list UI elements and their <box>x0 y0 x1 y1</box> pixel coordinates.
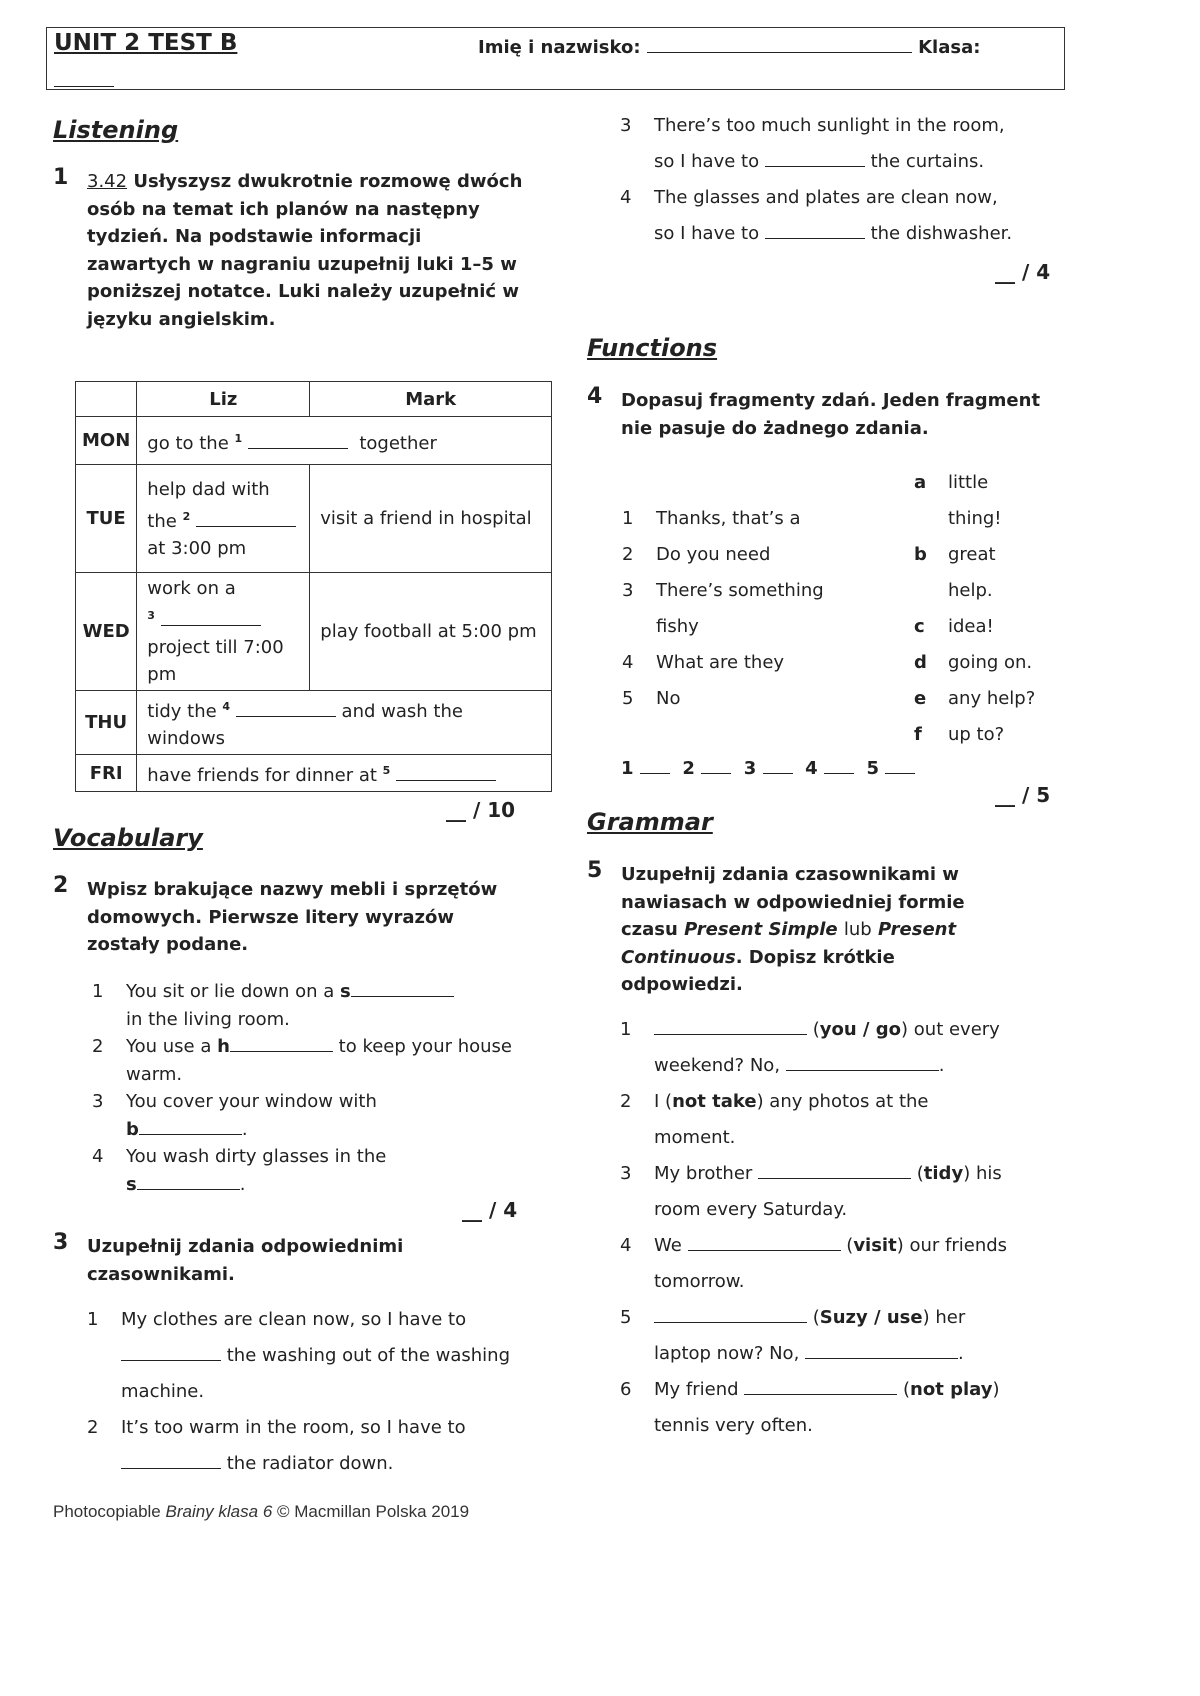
track-number: 3.42 <box>87 171 128 192</box>
gap-5[interactable] <box>396 764 496 781</box>
list-item: 3 You cover your window with b . <box>92 1091 377 1140</box>
q3-list-left <box>87 1302 527 1482</box>
score-q3: __ / 4 <box>995 260 1051 284</box>
answer-gap[interactable] <box>121 1344 221 1361</box>
list-item: 2 I (not take) any photos at the moment. <box>620 1091 929 1148</box>
section-vocabulary: Vocabulary <box>53 824 203 852</box>
q3-list-right <box>620 108 1070 252</box>
gap-2[interactable] <box>196 510 296 527</box>
answer-gap[interactable] <box>137 1173 240 1190</box>
question-number: 4 <box>587 384 603 409</box>
q2-list <box>92 978 512 1198</box>
class-field[interactable] <box>54 70 114 87</box>
q4-right: a little thing! b great help. c idea! d going on. e any help? f up to? <box>914 472 1036 745</box>
gap-4[interactable] <box>236 700 336 717</box>
answer-gap[interactable] <box>688 1234 841 1251</box>
answer-gap[interactable] <box>765 150 865 167</box>
list-item: 2 You use a h to keep your house warm. <box>92 1036 513 1085</box>
q4-instruction: Dopasuj fragmenty zdań. Jeden fragment nie pasuje do żadnego zdania. <box>621 390 1041 439</box>
answer-gap[interactable] <box>654 1018 807 1035</box>
list-item: 4 You wash dirty glasses in the s . <box>92 1146 387 1195</box>
answer-gap[interactable] <box>139 1118 242 1135</box>
q5-list <box>620 1012 1070 1444</box>
list-item: 4 The glasses and plates are clean now, so I have to the dishwasher. <box>620 187 1013 244</box>
list-item: 5 (Suzy / use) her laptop now? No, . <box>620 1307 966 1364</box>
q4-answer-row[interactable]: 1 2 3 4 5 <box>621 757 915 779</box>
answer-gap[interactable] <box>765 222 865 239</box>
answer-gap[interactable] <box>351 980 454 997</box>
gap-3[interactable] <box>161 609 261 626</box>
answer-gap[interactable] <box>805 1342 958 1359</box>
question-number: 2 <box>53 873 69 898</box>
test-title: UNIT 2 TEST B <box>54 30 238 56</box>
answer-gap[interactable] <box>758 1162 911 1179</box>
q2-instruction: Wpisz brakujące nazwy mebli i sprzętów domowych. Pierwsze litery wyrazów zostały podane. <box>87 879 498 955</box>
answer-gap[interactable] <box>786 1054 939 1071</box>
list-item: 6 My friend (not play) tennis very often. <box>620 1379 1000 1436</box>
list-item: 2 It’s too warm in the room, so I have to the radiator down. <box>87 1417 466 1474</box>
list-item: 1 (you / go) out every weekend? No, . <box>620 1019 1000 1076</box>
name-field[interactable] <box>478 36 980 58</box>
section-listening: Listening <box>53 116 179 144</box>
list-item: 1 You sit or lie down on a s in the living room. <box>92 978 512 1033</box>
answer-gap[interactable] <box>230 1035 333 1052</box>
question-number: 3 <box>53 1230 69 1255</box>
q5-instruction: Uzupełnij zdania czasownikami w nawiasach w odpowiedniej formie czasu Present Simple lub Present Continuous. Dopisz krótkie odpowiedzi. <box>621 864 965 995</box>
answer-gap[interactable] <box>121 1452 221 1469</box>
class-label: Klasa: <box>918 37 981 58</box>
name-label: Imię i nazwisko: <box>478 37 641 58</box>
list-item: 3 There’s too much sunlight in the room, so I have to the curtains. <box>620 115 1005 172</box>
section-functions: Functions <box>587 334 718 362</box>
q3-instruction: Uzupełnij zdania odpowiednimi czasownikami. <box>87 1236 404 1285</box>
score-q2: __ / 4 <box>462 1198 518 1222</box>
list-item: 1 My clothes are clean now, so I have to the washing out of the washing machine. <box>87 1309 510 1402</box>
question-number: 5 <box>587 858 603 883</box>
section-grammar: Grammar <box>587 808 713 836</box>
answer-gap[interactable] <box>654 1306 807 1323</box>
score-q4: __ / 5 <box>995 783 1051 807</box>
plans-table: Liz Mark MON go to the $^1$ together TUE help dad with the $^2$ at 3:00 pm visit a friend in hospital WED work on a $^3$ project till 7:00 pm play football at 5:00 pm THU tidy the $^4$ and wash the windows FRI have friends for dinner at $^5$ <box>75 381 552 792</box>
gap-1[interactable] <box>248 432 348 449</box>
q1-instruction: 3.42 Usłyszysz dwukrotnie rozmowę dwóch osób na temat ich planów na następny tydzień. Na podstawie informacji zawartych w nagraniu uzupełnij luki 1–5 w poniższej notatce. Luki należy uzupełnić w języku angielskim. <box>87 171 523 330</box>
footer: Photocopiable Brainy klasa 6 © Macmillan Polska 2019 <box>53 1502 470 1521</box>
q4-left: 1 Thanks, that’s a 2 Do you need 3 There’s something fishy 4 What are they 5 No <box>622 508 824 709</box>
list-item: 4 We (visit) our friends tomorrow. <box>620 1235 1008 1292</box>
question-number: 1 <box>53 165 69 190</box>
answer-gap[interactable] <box>744 1378 897 1395</box>
list-item: 3 My brother (tidy) his room every Saturday. <box>620 1163 1002 1220</box>
score-q1: __ / 10 <box>446 798 516 822</box>
